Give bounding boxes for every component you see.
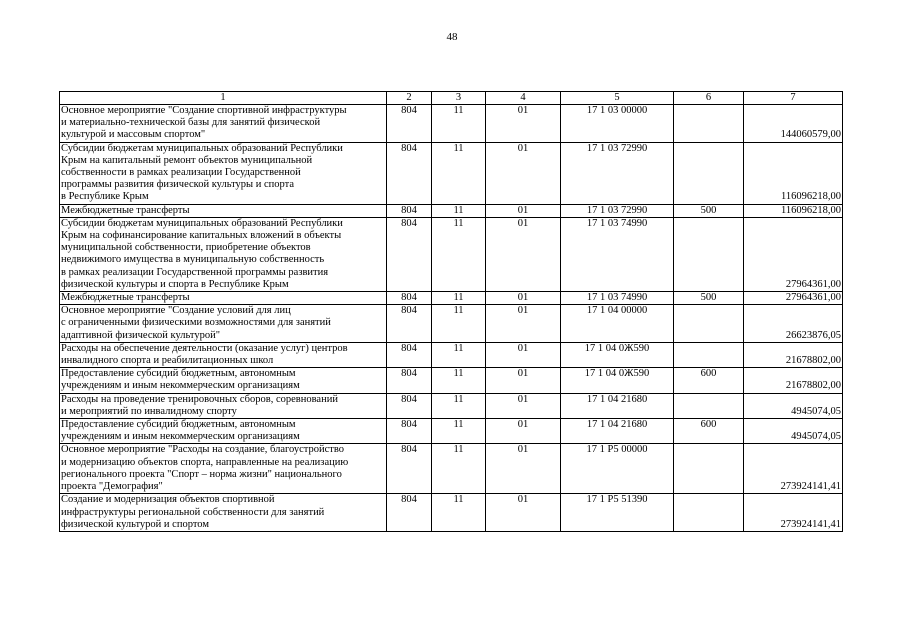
gr-code: 804: [387, 217, 432, 291]
amount: 273924141,41: [744, 494, 843, 532]
row-name-line: с ограниченными физическими возможностями для занятий: [61, 317, 331, 329]
target-article-code: 17 1 04 0Ж590: [561, 342, 674, 367]
target-article-code: 17 1 P5 00000: [561, 444, 674, 494]
row-name-line: Основное мероприятие "Создание условий для лиц: [61, 305, 291, 317]
section-code: 11: [432, 142, 486, 204]
subsection-code: 01: [486, 342, 561, 367]
column-header: 1: [60, 92, 387, 105]
row-name-line: и материально-технической базы для занятий физической: [61, 117, 321, 129]
row-name-line: Крым на капитальный ремонт объектов муниципальной: [61, 154, 313, 166]
expense-type-code: [674, 444, 744, 494]
row-name-line: Расходы на обеспечение деятельности (оказание услуг) центров: [61, 342, 348, 354]
target-article-code: 17 1 03 72990: [561, 204, 674, 217]
table-row: [60, 444, 843, 494]
row-name-line: учреждениям и иным некоммерческим организациям: [61, 431, 300, 443]
row-name: [60, 105, 387, 143]
expense-type-code: [674, 105, 744, 143]
gr-code: 804: [387, 368, 432, 393]
amount: 144060579,00: [744, 105, 843, 143]
table-row: [60, 342, 843, 367]
expense-type-code: 600: [674, 419, 744, 444]
gr-code: 804: [387, 444, 432, 494]
row-name-line: учреждениям и иным некоммерческим организациям: [61, 380, 300, 392]
row-name: [60, 217, 387, 291]
expense-type-code: [674, 217, 744, 291]
row-name-line: инвалидного спорта и реабилитационных школ: [61, 355, 274, 367]
row-name: [60, 368, 387, 393]
row-name-line: Межбюджетные трансферты: [61, 204, 190, 216]
target-article-code: 17 1 04 21680: [561, 393, 674, 418]
row-name: [60, 419, 387, 444]
subsection-code: 01: [486, 142, 561, 204]
subsection-code: 01: [486, 305, 561, 343]
column-header: 3: [432, 92, 486, 105]
row-name-line: в рамках реализации Государственной программы развития: [61, 266, 329, 278]
header-row: [60, 92, 843, 105]
table-row: [60, 419, 843, 444]
row-name-line: Субсидии бюджетам муниципальных образований Республики: [61, 142, 343, 154]
subsection-code: 01: [486, 494, 561, 532]
section-code: 11: [432, 204, 486, 217]
subsection-code: 01: [486, 105, 561, 143]
row-name-line: Создание и модернизация объектов спортивной: [61, 494, 275, 506]
section-code: 11: [432, 292, 486, 305]
section-code: 11: [432, 444, 486, 494]
subsection-code: 01: [486, 217, 561, 291]
row-name-line: адаптивной физической культурой": [61, 329, 221, 341]
section-code: 11: [432, 494, 486, 532]
expense-type-code: [674, 305, 744, 343]
expense-type-code: 500: [674, 204, 744, 217]
gr-code: 804: [387, 494, 432, 532]
row-name-line: Расходы на проведение тренировочных сборов, соревнований: [61, 393, 338, 405]
row-name-line: и модернизацию объектов спорта, направленные на реализацию: [61, 456, 349, 468]
gr-code: 804: [387, 393, 432, 418]
table-row: [60, 217, 843, 291]
table-row: [60, 105, 843, 143]
target-article-code: 17 1 03 72990: [561, 142, 674, 204]
amount: 26623876,05: [744, 305, 843, 343]
target-article-code: 17 1 04 00000: [561, 305, 674, 343]
row-name-line: инфраструктуры региональной собственности для занятий: [61, 506, 325, 518]
row-name-line: проекта "Демография": [61, 481, 163, 493]
row-name-line: Основное мероприятие "Расходы на создание, благоустройство: [61, 444, 345, 456]
gr-code: 804: [387, 292, 432, 305]
row-name-line: недвижимого имущества в муниципальную собственность: [61, 254, 325, 266]
row-name-line: физической культуры и спорта в Республике Крым: [61, 278, 289, 290]
gr-code: 804: [387, 142, 432, 204]
row-name: [60, 444, 387, 494]
column-header: 2: [387, 92, 432, 105]
row-name-line: Основное мероприятие "Создание спортивной инфраструктуры: [61, 105, 347, 116]
column-header: 7: [744, 92, 843, 105]
row-name-line: и мероприятий по инвалидному спорту: [61, 405, 237, 417]
row-name: [60, 305, 387, 343]
expense-type-code: [674, 393, 744, 418]
table-row: [60, 494, 843, 532]
subsection-code: 01: [486, 444, 561, 494]
expense-type-code: [674, 494, 744, 532]
gr-code: 804: [387, 105, 432, 143]
row-name: [60, 393, 387, 418]
table-row: [60, 142, 843, 204]
page-number: 48: [446, 31, 458, 43]
gr-code: 804: [387, 305, 432, 343]
target-article-code: 17 1 04 21680: [561, 419, 674, 444]
gr-code: 804: [387, 419, 432, 444]
target-article-code: 17 1 P5 51390: [561, 494, 674, 532]
section-code: 11: [432, 393, 486, 418]
column-header: 6: [674, 92, 744, 105]
amount: 116096218,00: [744, 204, 843, 217]
section-code: 11: [432, 217, 486, 291]
row-name-line: программы развития физической культуры и спорта: [61, 179, 294, 191]
amount: 116096218,00: [744, 142, 843, 204]
table-row: [60, 368, 843, 393]
section-code: 11: [432, 419, 486, 444]
row-name-line: собственности в рамках реализации Государственной: [61, 167, 301, 179]
expense-type-code: [674, 342, 744, 367]
target-article-code: 17 1 04 0Ж590: [561, 368, 674, 393]
table-body: [60, 92, 843, 532]
row-name-line: физической культурой и спортом: [61, 518, 209, 530]
subsection-code: 01: [486, 204, 561, 217]
subsection-code: 01: [486, 393, 561, 418]
row-name: [60, 292, 387, 305]
row-name-line: Крым на софинансирование капитальных вложений в объекты: [61, 230, 342, 242]
expense-type-code: [674, 142, 744, 204]
budget-table: [59, 91, 843, 532]
amount: 273924141,41: [744, 444, 843, 494]
table-row: [60, 292, 843, 305]
row-name: [60, 204, 387, 217]
row-name-line: регионального проекта "Спорт – норма жизни" национального: [61, 468, 342, 480]
amount: 27964361,00: [744, 292, 843, 305]
row-name-line: Предоставление субсидий бюджетным, автономным: [61, 368, 296, 380]
row-name-line: Межбюджетные трансферты: [61, 292, 190, 304]
section-code: 11: [432, 368, 486, 393]
section-code: 11: [432, 305, 486, 343]
row-name-line: в Республике Крым: [61, 191, 149, 203]
expense-type-code: 500: [674, 292, 744, 305]
row-name-line: Предоставление субсидий бюджетным, автономным: [61, 419, 296, 431]
target-article-code: 17 1 03 74990: [561, 292, 674, 305]
subsection-code: 01: [486, 368, 561, 393]
amount: 4945074,05: [744, 393, 843, 418]
section-code: 11: [432, 105, 486, 143]
row-name-line: культурой и массовым спортом": [61, 129, 206, 141]
column-header: 5: [561, 92, 674, 105]
row-name-line: Субсидии бюджетам муниципальных образований Республики: [61, 217, 343, 229]
table-row: [60, 393, 843, 418]
target-article-code: 17 1 03 00000: [561, 105, 674, 143]
target-article-code: 17 1 03 74990: [561, 217, 674, 291]
row-name-line: муниципальной собственности, приобретение объектов: [61, 242, 311, 254]
amount: 27964361,00: [744, 217, 843, 291]
amount: 21678802,00: [744, 342, 843, 367]
expense-type-code: 600: [674, 368, 744, 393]
amount: 21678802,00: [744, 368, 843, 393]
subsection-code: 01: [486, 292, 561, 305]
row-name: [60, 494, 387, 532]
amount: 4945074,05: [744, 419, 843, 444]
section-code: 11: [432, 342, 486, 367]
subsection-code: 01: [486, 419, 561, 444]
column-header: 4: [486, 92, 561, 105]
gr-code: 804: [387, 204, 432, 217]
gr-code: 804: [387, 342, 432, 367]
table-row: [60, 305, 843, 343]
row-name: [60, 142, 387, 204]
table-row: [60, 204, 843, 217]
row-name: [60, 342, 387, 367]
